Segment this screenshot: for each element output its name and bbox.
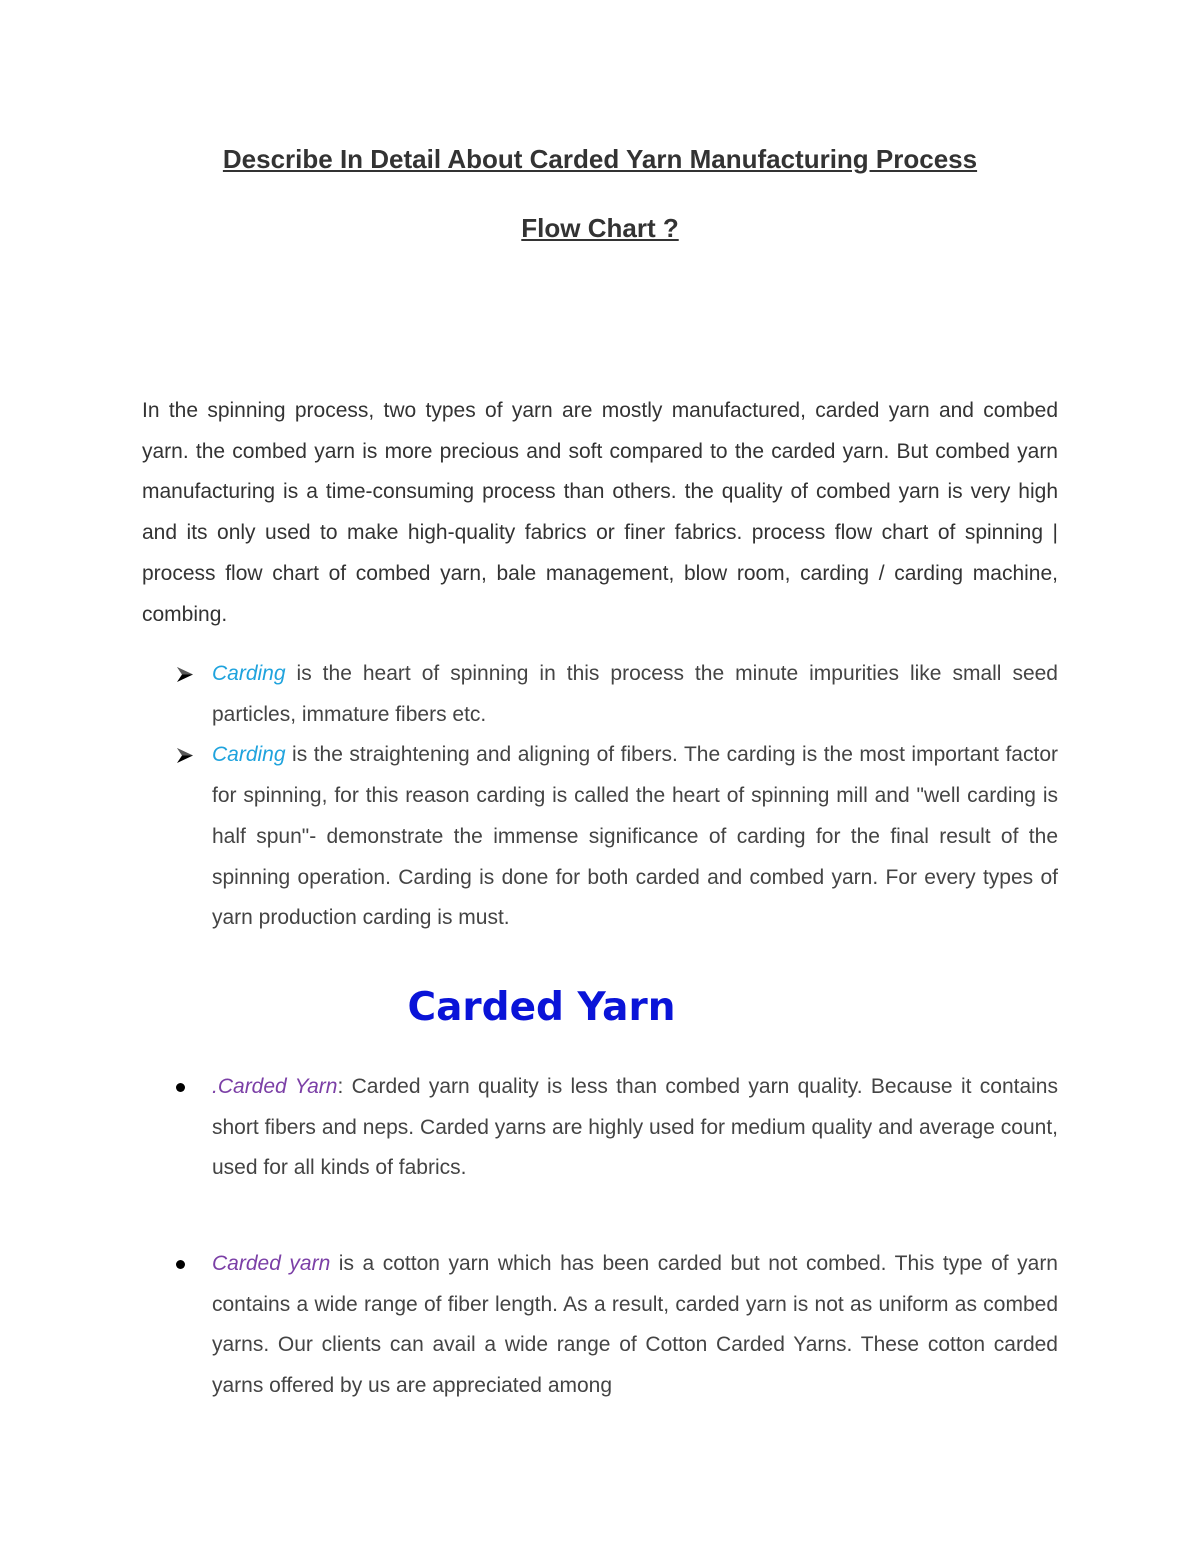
arrow-list xyxy=(142,654,1058,939)
list-item-prefix: . xyxy=(212,1075,218,1098)
list-item-text: : Carded yarn quality is less than combed yarn quality. Because it contains short fibers and neps. Carded yarns are highly used for medium quality and average count, used for all kinds of fabrics. xyxy=(212,1075,1058,1180)
list-item xyxy=(142,654,1058,735)
list-item xyxy=(142,735,1058,939)
list-item xyxy=(142,1244,1058,1407)
bullet-list xyxy=(142,1067,1058,1189)
term-carding: Carding xyxy=(212,662,286,685)
term-carding: Carding xyxy=(212,743,286,767)
intro-paragraph: In the spinning process, two types of yarn are mostly manufactured, carded yarn and combed yarn. the combed yarn is more precious and soft compared to the carded yarn. But combed yarn manufacturing is a time-consuming process than others. the quality of combed yarn is very high and its only used to make high-quality fabrics or finer fabrics. process flow chart of spinning | process flow chart of combed yarn, bale management, blow room, carding / carding machine, combing. xyxy=(142,399,1058,626)
term-carded-yarn: Carded Yarn xyxy=(217,1075,338,1098)
page-title-line-2: Flow Chart ? xyxy=(521,213,679,243)
list-item xyxy=(142,1067,1058,1189)
bullet-list xyxy=(142,1244,1058,1407)
bullet-dot-icon xyxy=(176,1260,185,1269)
term-carded-yarn: Carded yarn xyxy=(212,1252,331,1275)
bullet-dot-icon xyxy=(176,1083,185,1092)
list-item-text: is the straightening and aligning of fibers. The carding is the most important factor for spinning, for this reason carding is called the heart of spinning mill and "well carding is half spun"- demonstrate the immense significance of carding for the final result of the spinning operation. Carding is done for both carded and combed yarn. For every types of yarn production carding is must. xyxy=(212,743,1058,930)
list-item-text: is the heart of spinning in this process the minute impurities like small seed particles, immature fibers etc. xyxy=(212,662,1058,726)
arrow-bullet-icon xyxy=(176,654,196,694)
page-title-line-1: Describe In Detail About Carded Yarn Manufacturing Process xyxy=(222,144,978,174)
list-item-text: is a cotton yarn which has been carded but not combed. This type of yarn contains a wide range of fiber length. As a result, carded yarn is not as uniform as combed yarns. Our clients can avail a wide range of Cotton Carded Yarns. These cotton carded yarns offered by us are appreciated among xyxy=(212,1252,1058,1398)
section-heading: Carded Yarn xyxy=(407,985,676,1030)
arrow-bullet-icon xyxy=(176,735,196,775)
